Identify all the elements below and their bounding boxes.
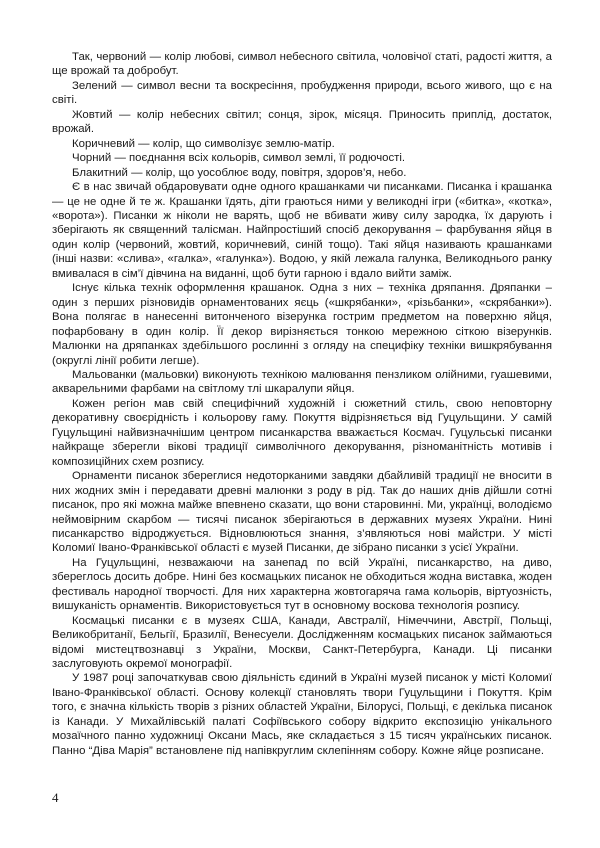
paragraph-red-color: Так, червоний — колір любові, символ небесного світила, чоловічої статі, радості життя, а ще врожай та добробут. — [52, 51, 552, 78]
page-text — [52, 50, 552, 758]
paragraph-blue-color: Блакитний — колір, що уособлює воду, повітря, здоров’я, небо. — [72, 166, 407, 179]
paragraph-black-color: Чорний — поєднання всіх кольорів, символ землі, її родючості. — [72, 152, 406, 165]
paragraph-dryapanky: Існує кілька технік оформлення крашанок. Одна з них – техніка дряпання. Дряпанки – один з перших різновидів орнаментованих яєць («шкрябанки», «різьбанки», «скрябанки»). Вона полягає в нанесенні витонченого візерунка гострим предметом на поверхню яйця, пофарбовану в один колір. Її декор вирізняється тонкою мережною сіткою візерунків. Малюнки на дряпанках здебільшого рослинні з огляду на специфіку техніки вишкрябування (округлі лінії робити легше). — [52, 282, 552, 367]
paragraph-malovanky: Мальованки (мальовки) виконують технікою малювання пензликом олійними, гуашевими, акварельними фарбами на світлому тлі шкаралупи яйця. — [52, 368, 552, 396]
paragraph-ornaments: Орнаменти писанок збереглися недоторканими завдяки дбайливій традиції не вносити в них жодних змін і передавати древні малюнки з роду в рід. Так до наших днів дійшли сотні писанок, про які можна майже впевнено сказати, що вони старовинні. Ми, українці, володіємо неймовірним скарбом — тисячі писанок зберігаються в державних музеях України. Нині писанкарство відроджується. Відновлюються знання, з’являються нові майстри. У місті Коломиї Івано-Франківської області є музей Писанки, де зібрано писанки з усієї України. — [52, 470, 552, 555]
paragraph-kosmach-museums: Космацькі писанки є в музеях США, Канади, Австралії, Німеччини, Австрії, Польщі, Великобританії, Бельгії, Бразилії, Венесуели. Дослідженням космацьких писанок займаються відомі мистецтвознавці з України, Москви, Санкт-Петербурга, Канади. Ці писанки заслуговують окремої монографії. — [52, 614, 552, 671]
paragraph-yellow-color: Жовтий — колір небесних світил; сонця, зірок, місяця. Приносить приплід, достаток, врожай. — [52, 108, 552, 136]
page-number: 4 — [52, 790, 59, 805]
paragraph-hutsulshchyna: На Гуцульщині, незважаючи на занепад по всій Україні, писанкарство, на диво, збереглось досить добре. Нині без космацьких писанок не обходиться жодна виставка, жоден фестиваль народної творчості. Для них характерна жовтогаряча гама кольорів, віртуозність, вишуканість орнаментів. Використовується тут в основному воскова технологія розпису. — [52, 556, 552, 613]
paragraph-kolomyia-museum: У 1987 році започаткував свою діяльність єдиний в Україні музей писанок у місті Коломиї Івано-Франківської області. Основу колекції становлять твори Гуцульщини і Покуття. Крім того, є значна кількість творів з різних областей України, Білорусі, Польщі, є декілька писанок із Канади. У Михайлівській палаті Софіївського собору відкрито експозицію унікального мозаїчного панно художниці Оксани Мась, яке складається з 15 тисяч українських писанок. Панно “Діва Марія” встановлене під напівкруглим склепінням собору. Кожне яйце розписане. — [52, 672, 552, 757]
paragraph-brown-color: Коричневий — колір, що символізує землю-матір. — [72, 137, 335, 150]
paragraph-krashanky: Є в нас звичай обдаровувати одне одного крашанками чи писанками. Писанка і крашанка — це не одне й те ж. Крашанки їдять, діти граються ними у великодні ігри («битка», «котка», «ворота»). Писанки ж ніколи не варять, щоб не вбивати живу силу зародка, їх дарують і зберігають як священний талісман. Найпростіший спосіб декорування – фарбування яйця в один колір (червоний, жовтий, коричневий, синій тощо). Такі яйця називають крашанками (інші назви: «слива», «галка», «галунка»). Водою, у якій лежала галунка, Великоднього ранку вмивалася в сім’ї дівчина на виданні, щоб бути гарною і вдало вийти заміж. — [52, 181, 552, 280]
paragraph-green-color: Зелений — символ весни та воскресіння, пробудження природи, всього живого, що є на світі. — [52, 79, 552, 107]
paragraph-regional-style: Кожен регіон мав свій специфічний художній і сюжетний стиль, свою неповторну декоративну своєрідність і кольорову гаму. Покуття відрізняється від Гуцульщини. У самій Гуцульщині найвизначнішим центром писанкарства вважається Космач. Гуцульські писанки найкраще зберегли вікові традиції символічного декорування, різноманітність мотивів і композиційних схем розпису. — [52, 397, 552, 468]
